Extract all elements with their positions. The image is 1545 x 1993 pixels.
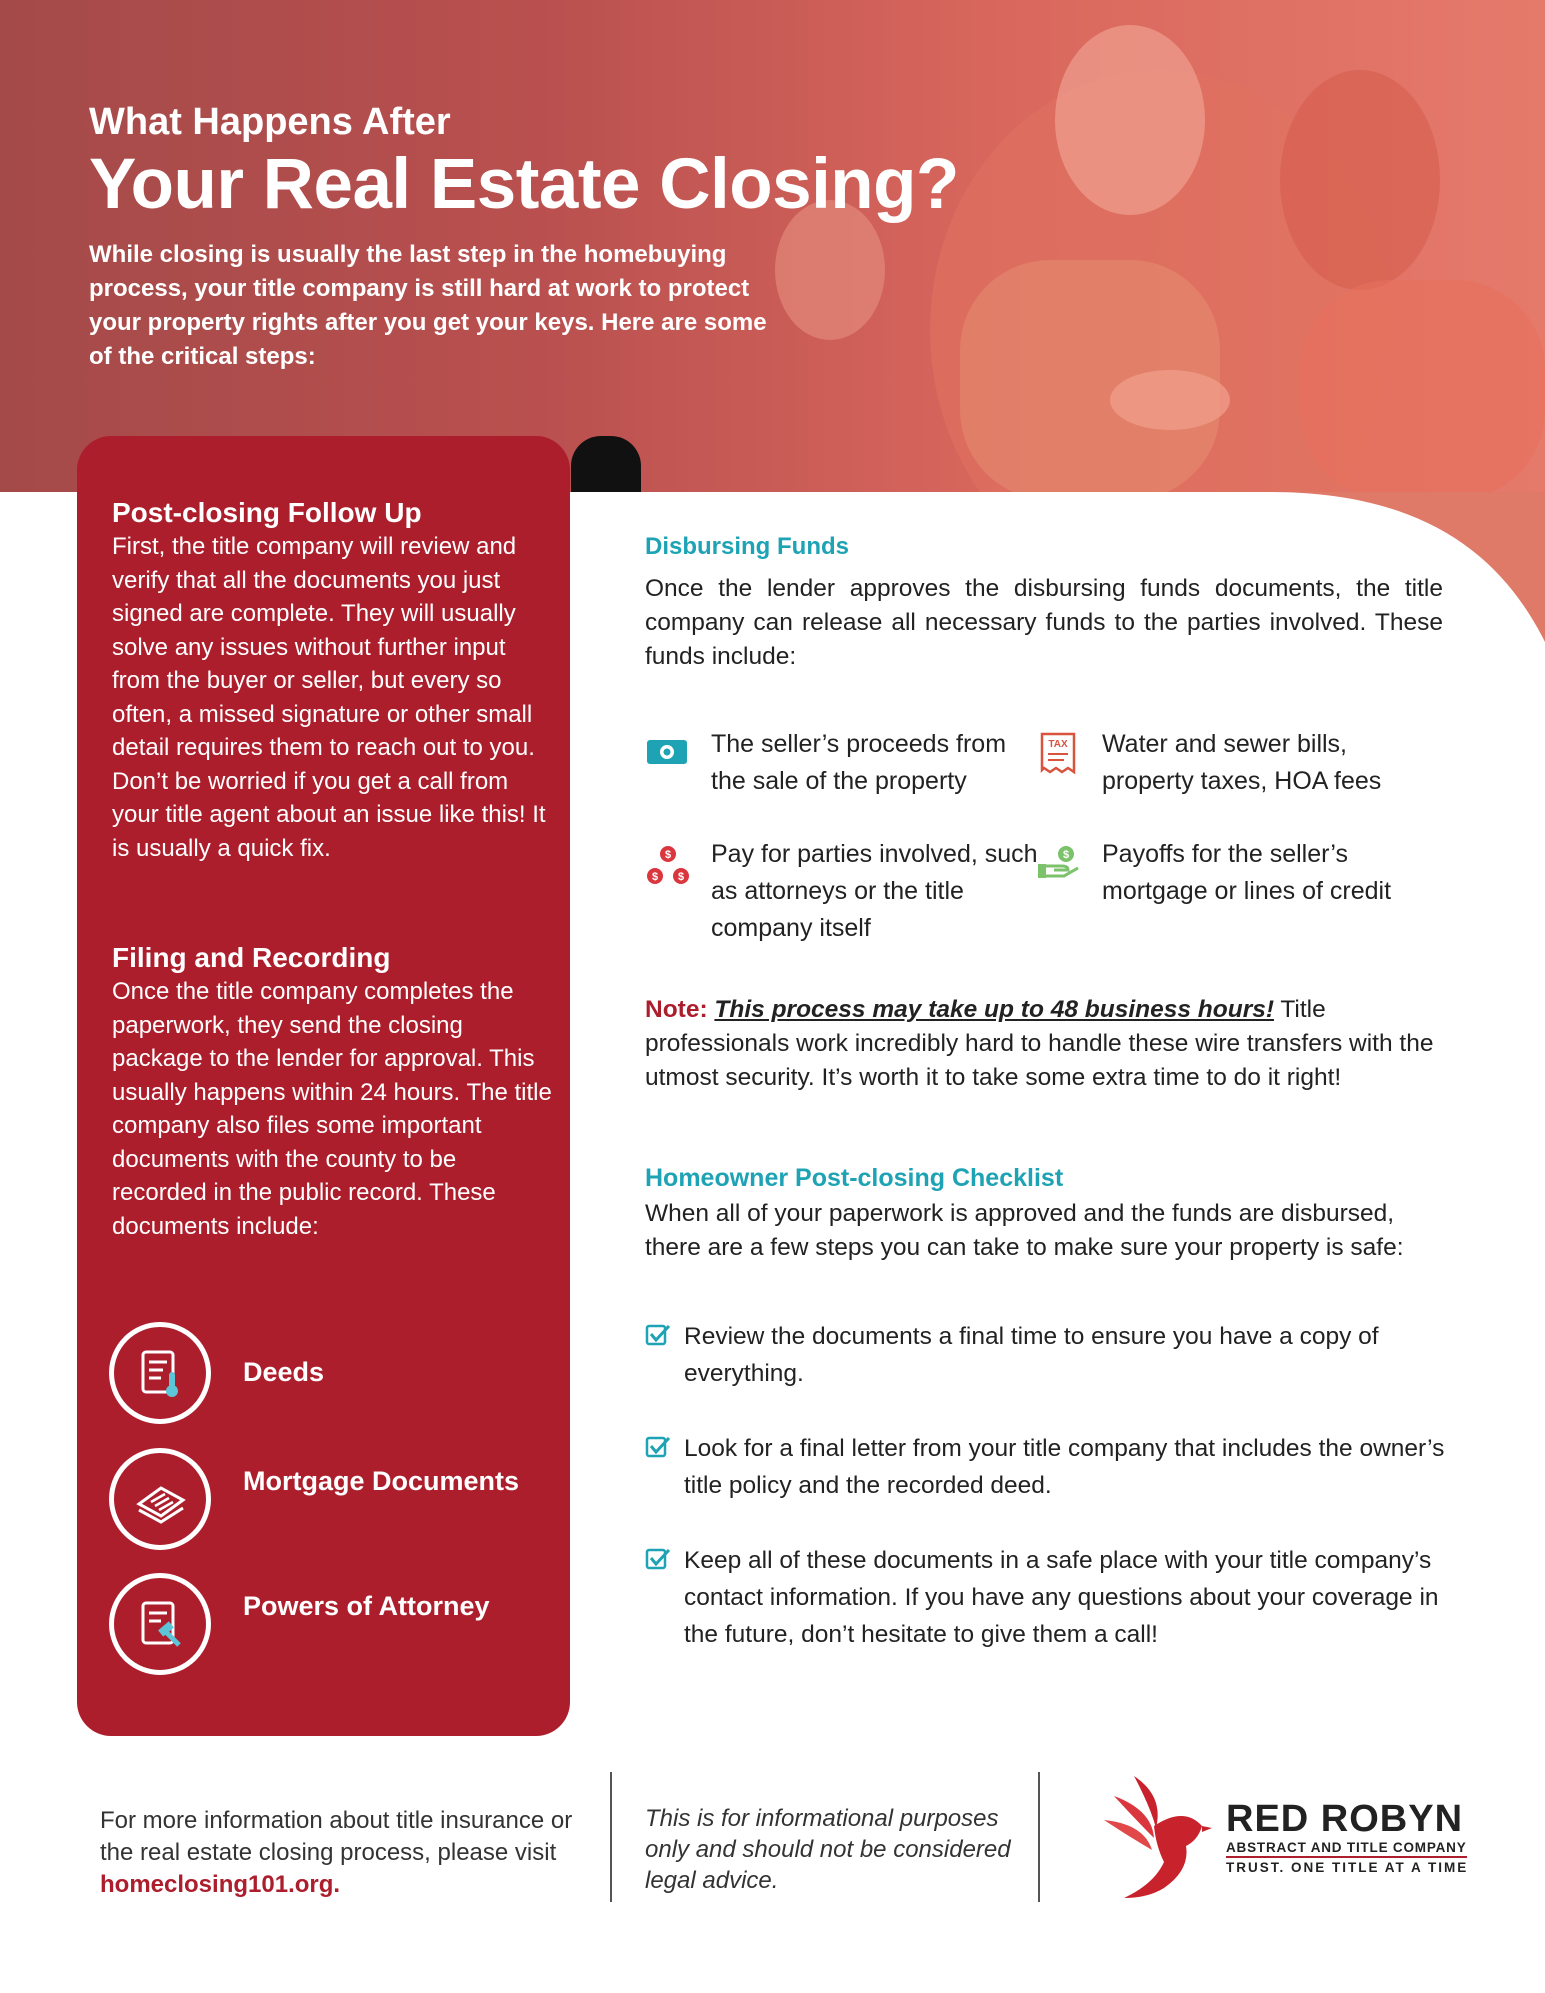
checklist-section [645, 1163, 1445, 1265]
checkbox-checked-icon [645, 1434, 671, 1460]
fund-text: Payoffs for the seller’s mortgage or lines of credit [1102, 840, 1392, 905]
disbursing-body: Once the lender approves the disbursing funds documents, the title company can release all necessary funds to the parties involved. These funds include: [645, 575, 1443, 670]
post-closing-body: First, the title company will review and verify that all the documents you just signed are complete. They will usually solve any issues without further input from the buyer or seller, but every so often, a missed signature or other small detail requires them to reach out to you. Don’t be worried if you get a call from your title agent about an issue like this! It is usually a quick fix. [112, 533, 546, 862]
cash-icon [645, 732, 689, 772]
fund-text: The seller’s proceeds from the sale of the property [711, 730, 1007, 795]
document-label: Deeds [243, 1357, 325, 1387]
tax-receipt-icon [1036, 732, 1080, 776]
logo-tagline: TRUST. ONE TITLE AT A TIME [1226, 1860, 1469, 1875]
svg-text:$: $ [677, 871, 685, 883]
document-item-deeds [109, 1322, 549, 1422]
note-body: Title professionals work incredibly hard to handle these wire transfers with the utmost security. It’s worth it to take some extra time to do it right! [645, 996, 1434, 1091]
svg-text:$: $ [1062, 849, 1070, 861]
footer-info-text: For more information about title insurance or the real estate closing process, please visit [100, 1807, 573, 1866]
disbursing-heading: Disbursing Funds [645, 533, 849, 560]
post-closing-heading: Post-closing Follow Up [112, 497, 422, 528]
fund-text: Water and sewer bills, property taxes, HOA fees [1102, 730, 1382, 795]
hero-kicker: What Happens After [89, 101, 451, 143]
checklist-item-text: Keep all of these documents in a safe place with your title company’s contact information. If you have any questions about your coverage in the future, don’t hesitate to give them a call! [684, 1547, 1439, 1648]
post-closing-section [112, 496, 552, 865]
checklist-item-text: Look for a final letter from your title company that includes the owner’s title policy and the recorded deed. [684, 1435, 1445, 1499]
document-item-power-of-attorney [109, 1573, 549, 1673]
money-network-icon [645, 842, 691, 888]
hero-intro: While closing is usually the last step in the homebuying process, your title company is still hard at work to protect your property rights after you get your keys. Here are some of the critical steps: [89, 241, 767, 370]
checkbox-checked-icon [645, 1322, 671, 1348]
checkbox-checked-icon [645, 1546, 671, 1572]
fund-text: Pay for parties involved, such as attorneys or the title company itself [711, 840, 1038, 942]
note-label: Note: [645, 996, 708, 1023]
sidebar-panel [77, 436, 570, 1736]
logo-name: RED ROBYN [1226, 1798, 1464, 1840]
hero-banner [0, 0, 1545, 492]
disbursing-section [645, 532, 1445, 674]
company-logo [1094, 1766, 1494, 1906]
footer-divider [1038, 1772, 1040, 1902]
checklist-intro: When all of your paperwork is approved and the funds are disbursed, there are a few steps you can take to make sure your property is safe: [645, 1200, 1404, 1261]
document-label: Mortgage Documents [243, 1466, 520, 1496]
footer-disclaimer: This is for informational purposes only and should not be considered legal advice. [645, 1805, 1011, 1894]
svg-text:$: $ [651, 871, 659, 883]
note-emphasis: This process may take up to 48 business hours! [714, 996, 1275, 1023]
website-link[interactable]: homeclosing101.org. [100, 1871, 341, 1898]
filing-section [112, 941, 552, 1243]
svg-text:TAX: TAX [1048, 739, 1068, 750]
deed-icon [109, 1322, 211, 1424]
decorative-tab [571, 436, 641, 492]
logo-subtitle: ABSTRACT AND TITLE COMPANY [1226, 1840, 1467, 1858]
robin-bird-logo-icon [1094, 1766, 1214, 1906]
document-item-mortgage [109, 1448, 549, 1548]
mortgage-documents-icon [109, 1448, 211, 1550]
filing-body: Once the title company completes the paperwork, they send the closing package to the lender for approval. This usually happens within 24 hours. The title company also files some important documents with the county to be recorded in the public record. These documents include: [112, 978, 552, 1240]
checklist-item-text: Review the documents a final time to ensure you have a copy of everything. [684, 1323, 1379, 1387]
note-paragraph [645, 993, 1445, 1095]
filing-heading: Filing and Recording [112, 942, 391, 973]
document-label: Powers of Attorney [243, 1591, 490, 1621]
page-title: Your Real Estate Closing? [89, 145, 959, 224]
money-hand-icon [1036, 842, 1082, 882]
power-of-attorney-icon [109, 1573, 211, 1675]
footer-divider [610, 1772, 612, 1902]
checklist-heading: Homeowner Post-closing Checklist [645, 1164, 1064, 1192]
footer-info [100, 1805, 600, 1901]
svg-text:$: $ [664, 849, 672, 861]
